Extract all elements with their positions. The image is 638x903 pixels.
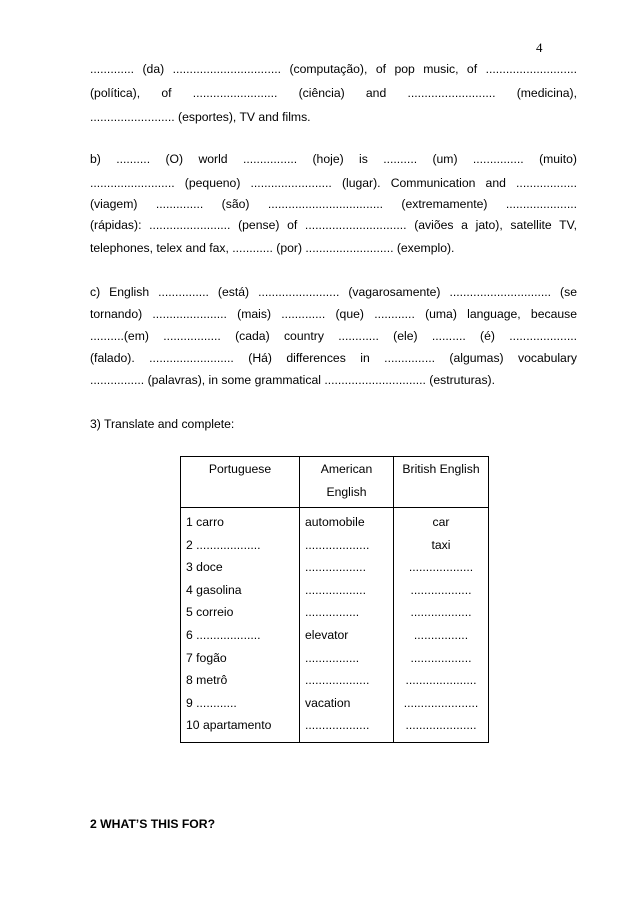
british-item: ..................... [405,673,477,688]
american-column [300,508,394,743]
section-3-title: 3) Translate and complete: [90,417,235,431]
portuguese-item: 6 ................... [186,627,261,642]
american-item: elevator [305,627,349,642]
british-column [394,508,489,743]
american-item: ................ [305,650,360,665]
table-body-row [181,508,489,743]
table-header-row [181,457,489,508]
american-item: automobile [305,515,365,529]
vocabulary-table [180,456,489,743]
british-item: taxi [431,537,451,552]
portuguese-item: 7 fogão [186,650,227,665]
portuguese-item: 5 correio [186,605,234,620]
paragraph-c-line-2: tornando) ...................... (mais) ............. (que) ............ (uma) language, because [90,307,577,321]
american-item: vacation [305,695,351,710]
british-item: .................. [410,650,472,665]
american-item: ................... [305,673,370,688]
american-item: ................... [305,537,370,552]
section-2-title: 2 WHAT’S THIS FOR? [90,817,216,831]
page-number: 4 [536,40,543,55]
paragraph-b-line-2: ......................... (pequeno) ........................ (lugar). Communication and .................. [90,176,577,190]
british-item: car [432,515,450,529]
british-item: ................ [413,627,469,642]
american-item: .................. [305,582,366,597]
paragraph-c-line-5: ................ (palavras), in some grammatical .............................. (estruturas). [90,373,495,387]
british-item: .................. [410,605,472,620]
paragraph-a-line-2: (política), of ......................... (ciência) and .......................... (medicina), [90,86,577,100]
portuguese-item: 2 ................... [186,537,261,552]
paragraph-b-line-1: b) .......... (O) world ................ (hoje) is .......... (um) ............... (muito) [90,152,577,166]
portuguese-item: 1 carro [186,515,224,529]
british-item: ...................... [403,695,479,710]
portuguese-item: 9 ............ [186,695,237,710]
portuguese-column [181,508,300,743]
portuguese-item: 10 apartamento [186,718,272,733]
portuguese-item: 4 gasolina [186,582,242,597]
paragraph-c-line-1: c) English ............... (está) ........................ (vagarosamente) .............................. (se [90,285,577,299]
british-item: ..................... [405,718,477,733]
american-item: ................... [305,718,370,733]
american-item: .................. [305,560,366,575]
paragraph-b-line-3: (viagem) .............. (são) .................................. (extremamente) ..................... [90,197,577,211]
paragraph-b-line-5: telephones, telex and fax, ............ (por) .......................... (exemplo). [90,241,455,255]
paragraph-b-line-4: (rápidas): ........................ (pense) of .............................. (aviões a jato), satellite TV, [90,218,577,232]
portuguese-item: 8 metrô [186,673,228,688]
portuguese-item: 3 doce [186,560,223,575]
british-item: .................. [410,582,472,597]
paragraph-a-line-3: ......................... (esportes), TV and films. [90,110,311,124]
paragraph-c-line-3: ..........(em) ................. (cada) country ............ (ele) .......... (é) .................... [90,329,577,343]
paragraph-c-line-4: (falado). ......................... (Há) differences in ............... (algumas) vocabulary [90,351,577,365]
header-american-english: American English [300,457,394,508]
british-item: ................... [408,560,474,575]
header-british-english: British English [394,457,489,508]
paragraph-a-line-1: ............. (da) ................................ (computação), of pop music, of ........................... [90,62,577,76]
header-portuguese: Portuguese [181,457,300,508]
american-item: ................ [305,605,360,620]
